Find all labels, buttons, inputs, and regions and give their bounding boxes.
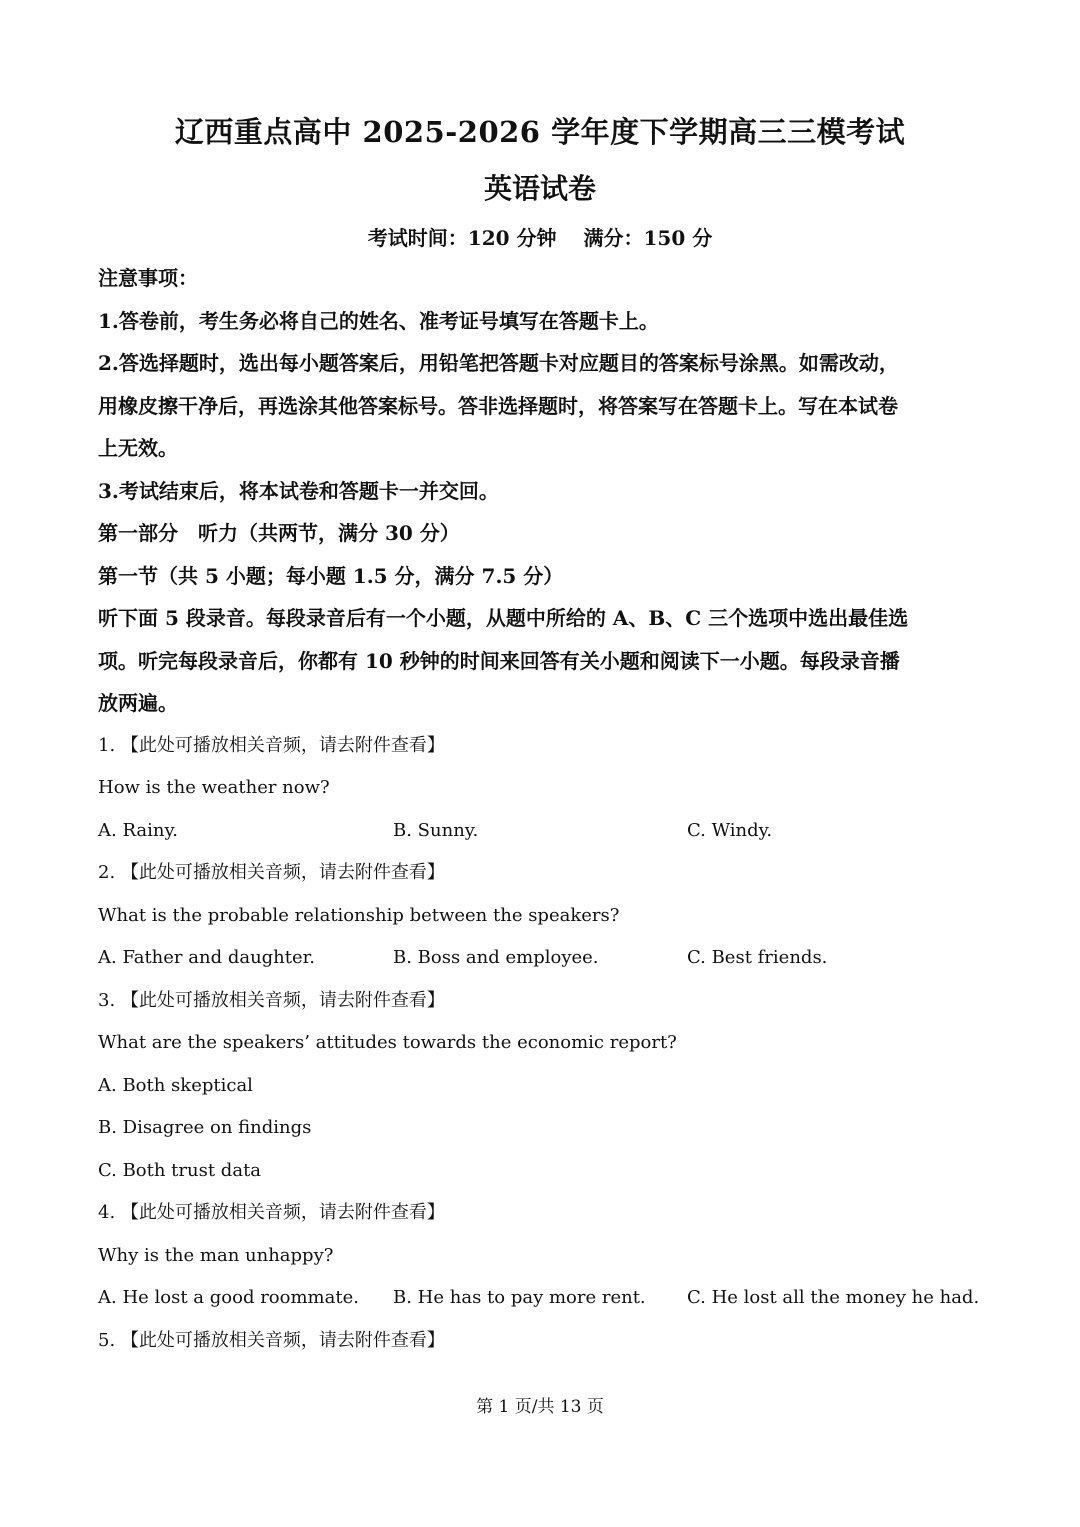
question-4-option-a: A. He lost a good roommate. (98, 1287, 359, 1308)
page-number: 第 1 页/共 13 页 (476, 1397, 604, 1417)
instruction-line-2: 项。听完每段录音后，你都有 10 秒钟的时间来回答有关小题和阅读下一小题。每段录音播 (98, 649, 900, 673)
question-3-option-a: A. Both skeptical (98, 1075, 253, 1096)
question-2-stem: What is the probable relationship between the speakers? (98, 905, 620, 926)
notice-item-2-line-3: 上无效。 (98, 436, 178, 460)
question-4-option-b: B. He has to pay more rent. (393, 1287, 646, 1308)
question-2-option-a: A. Father and daughter. (98, 947, 316, 968)
question-1-options (98, 810, 983, 852)
question-3-option-c: C. Both trust data (98, 1160, 262, 1181)
exam-title: 辽西重点高中 2025-2026 学年度下学期高三三模考试 (174, 115, 906, 149)
question-1-option-b: B. Sunny. (393, 820, 479, 841)
question-1-stem: How is the weather now? (98, 777, 330, 798)
question-2-option-c: C. Best friends. (687, 947, 828, 968)
question-4-audio[interactable]: 4. 【此处可播放相关音频，请去附件查看】 (98, 1202, 445, 1223)
question-2-audio[interactable]: 2. 【此处可播放相关音频，请去附件查看】 (98, 862, 445, 883)
question-1-option-c: C. Windy. (687, 820, 773, 841)
question-3-option-b: B. Disagree on findings (98, 1117, 312, 1138)
notice-item-1: 1.答卷前，考生务必将自己的姓名、准考证号填写在答题卡上。 (98, 309, 659, 333)
exam-meta (0, 222, 1080, 251)
question-5-audio[interactable]: 5. 【此处可播放相关音频，请去附件查看】 (98, 1330, 445, 1351)
question-1-option-a: A. Rainy. (98, 820, 178, 841)
notice-item-2-line-1: 2.答选择题时，选出每小题答案后，用铅笔把答题卡对应题目的答案标号涂黑。如需改动， (98, 351, 899, 375)
question-3-stem: What are the speakers’ attitudes towards the economic report? (98, 1032, 677, 1053)
question-4-options (98, 1277, 983, 1319)
question-2-options (98, 937, 983, 979)
notice-item-3: 3.考试结束后，将本试卷和答题卡一并交回。 (98, 479, 499, 503)
part1-heading: 第一部分 听力（共两节，满分 30 分） (98, 521, 460, 545)
notice-heading: 注意事项： (98, 266, 198, 290)
question-4-stem: Why is the man unhappy? (98, 1245, 334, 1266)
question-2-option-b: B. Boss and employee. (393, 947, 599, 968)
section1-heading: 第一节（共 5 小题；每小题 1.5 分，满分 7.5 分） (98, 564, 564, 588)
instruction-line-1: 听下面 5 段录音。每段录音后有一个小题，从题中所给的 A、B、C 三个选项中选出最佳选 (98, 606, 909, 630)
instruction-line-3: 放两遍。 (98, 691, 178, 715)
question-1-audio[interactable]: 1. 【此处可播放相关音频，请去附件查看】 (98, 735, 445, 756)
question-4-option-c: C. He lost all the money he had. (687, 1287, 980, 1308)
question-3-audio[interactable]: 3. 【此处可播放相关音频，请去附件查看】 (98, 990, 445, 1011)
exam-subtitle: 英语试卷 (483, 172, 596, 205)
notice-item-2-line-2: 用橡皮擦干净后，再选涂其他答案标号。答非选择题时，将答案写在答题卡上。写在本试卷 (98, 394, 898, 418)
exam-time: 考试时间：120 分钟 (367, 226, 557, 250)
exam-score: 满分：150 分 (583, 226, 713, 250)
